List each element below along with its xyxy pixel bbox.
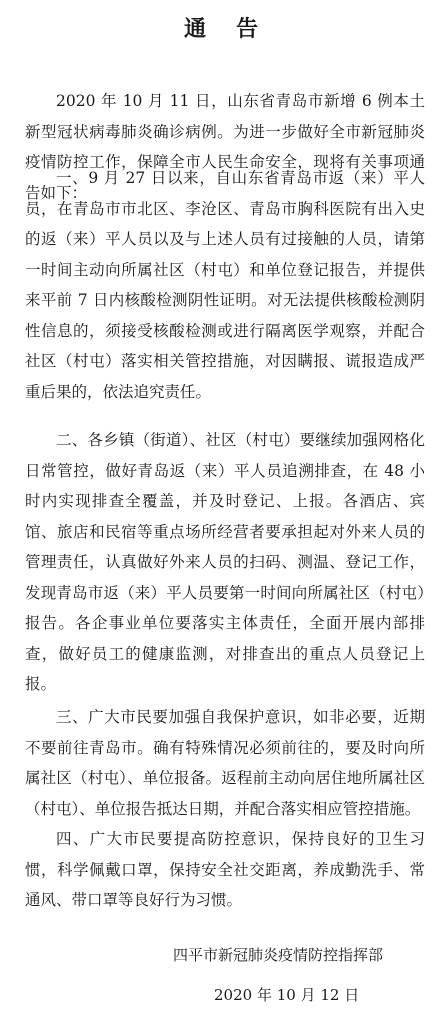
item-2-paragraph: 二、各乡镇（街道）、社区（村屯）要继续加强网格化日常管控，做好青岛返（来）平人员追溯排查，在 48 小时内实现排查全覆盖，并及时登记、上报。各酒店、宾馆、旅店和民宿等重点场所经营者要承担起对外来人员的管理责任，认真做好外来人员的扫码、测温、登记工作，发现青岛市返（来）平人员要第一时间向所属社区（村屯）报告。各企事业单位要落实主体责任，全面开展内部排查，做好员工的健康监测，对排查出的重点人员登记上报。 [25, 431, 425, 693]
notice-title: 通告 [183, 16, 288, 42]
issue-date: 2020 年 10 月 12 日 [214, 986, 360, 1004]
item-4-paragraph: 四、广大市民要提高防控意识，保持良好的卫生习惯，科学佩戴口罩，保持安全社交距离，养成勤洗手、常通风、带口罩等良好行为习惯。 [25, 830, 425, 909]
intro-paragraph: 2020 年 10 月 11 日，山东省青岛市新增 6 例本土新型冠状病毒肺炎确诊病例。为进一步做好全市新冠肺炎疫情防控工作，保障全市人民生命安全，现将有关事项通告如下： [25, 92, 425, 202]
item-3-paragraph: 三、广大市民要加强自我保护意识，如非必要，近期不要前往青岛市。确有特殊情况必须前往的，要及时向所属社区（村屯）、单位报备。返程前主动向居住地所属社区（村屯）、单位报告抵达日期，并配合落实相应管控措施。 [25, 708, 425, 818]
issuer-name: 四平市新冠肺炎疫情防控指挥部 [173, 946, 384, 964]
item-1-paragraph: 一、9 月 27 日以来，自山东省青岛市返（来）平人员，在青岛市市北区、李沧区、青岛市胸科医院有出入史的返（来）平人员以及与上述人员有过接触的人员，请第一时间主动向所属社区（村屯）和单位登记报告，并提供来平前 7 日内核酸检测阴性证明。对无法提供核酸检测阴性信息的，须接受核酸检测或进行隔离医学观察，并配合社区（村屯）落实相关管控措施，对因瞒报、谎报造成严重后果的，依法追究责任。 [25, 169, 425, 401]
